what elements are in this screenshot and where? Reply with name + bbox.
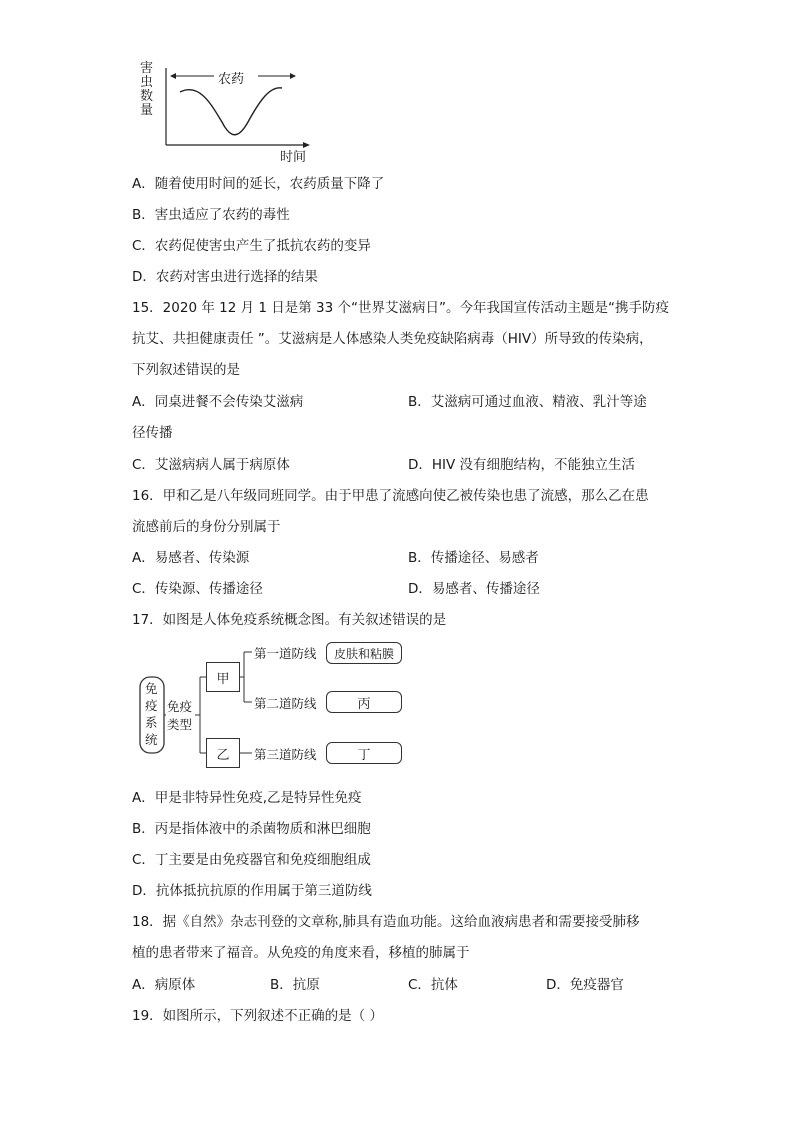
- q16-stem-line2: 流感前后的身份分别属于: [132, 519, 281, 535]
- q18-option-b: B．抗原: [270, 977, 320, 993]
- q17-option-b: B．丙是指体液中的杀菌物质和淋巴细胞: [132, 821, 371, 837]
- pesticide-label: 农药: [218, 72, 245, 87]
- third-defense-label: 第三道防线: [254, 747, 317, 762]
- q16-stem-line1: 16．甲和乙是八年级同班同学。由于甲患了流感向使乙被传染也患了流感，那么乙在患: [132, 488, 649, 504]
- q15-option-d: D．HIV 没有细胞结构，不能独立生活: [408, 457, 636, 473]
- q18-option-d: D．免疫器官: [546, 977, 624, 993]
- pest-population-figure: [138, 60, 318, 165]
- y-label-char: 数: [140, 89, 154, 104]
- yi-box: 乙: [206, 738, 240, 768]
- skin-mucosa-box: 皮肤和粘膜: [326, 642, 402, 664]
- type-label-line: 免疫: [167, 699, 193, 714]
- root-char: 疫: [145, 698, 158, 713]
- root-char: 免: [145, 681, 158, 696]
- q17-stem: 17．如图是人体免疫系统概念图。有关叙述错误的是: [132, 612, 447, 628]
- immune-type-label: [167, 698, 192, 734]
- jia-box: 甲: [206, 662, 240, 692]
- root-char: 系: [145, 715, 158, 730]
- pest-curve: [180, 88, 282, 135]
- q14-option-c: C．农药促使害虫产生了抵抗农药的变异: [132, 238, 371, 254]
- immune-system-diagram: [138, 640, 408, 775]
- q17-option-a: A．甲是非特异性免疫,乙是特异性免疫: [132, 790, 362, 806]
- first-defense-label: 第一道防线: [254, 646, 317, 661]
- y-label-char: 害: [140, 61, 154, 76]
- q16-option-a: A．易感者、传染源: [132, 550, 250, 566]
- q18-option-a: A．病原体: [132, 977, 196, 993]
- q17-option-d: D．抗体抵抗抗原的作用属于第三道防线: [132, 883, 372, 899]
- bing-box: 丙: [326, 691, 402, 713]
- q19-stem: 19．如图所示，下列叙述不正确的是（ ）: [132, 1008, 383, 1024]
- q15-option-b: B．艾滋病可通过血液、精液、乳汁等途: [408, 394, 647, 410]
- q15-option-a: A．同桌进餐不会传染艾滋病: [132, 394, 304, 410]
- q18-stem-line2: 植的患者带来了福音。从免疫的角度来看，移植的肺属于: [132, 945, 470, 961]
- q14-option-b: B．害虫适应了农药的毒性: [132, 207, 290, 223]
- root-char: 统: [145, 732, 158, 747]
- root-label: [145, 680, 159, 748]
- q15-stem-line1: 15．2020 年 12 月 1 日是第 33 个“世界艾滋病日”。今年我国宣传活动主题是“携手防疫: [132, 300, 669, 316]
- q15-option-b-cont: 径传播: [132, 425, 173, 441]
- q16-option-c: C．传染源、传播途径: [132, 581, 263, 597]
- q16-option-d: D．易感者、传播途径: [408, 581, 540, 597]
- type-label-line: 类型: [167, 717, 193, 732]
- q17-option-c: C．丁主要是由免疫器官和免疫细胞组成: [132, 852, 371, 868]
- x-axis-label: 时间: [280, 150, 307, 165]
- q16-option-b: B．传播途径、易感者: [408, 550, 539, 566]
- y-label-char: 量: [140, 103, 154, 118]
- q15-stem-line2: 抗艾、共担健康责任 ”。艾滋病是人体感染人类免疫缺陷病毒（HIV）所导致的传染病，: [132, 331, 653, 347]
- q18-stem-line1: 18．据《自然》杂志刊登的文章称,肺具有造血功能。这给血液病患者和需要接受肺移: [132, 914, 640, 930]
- ding-box: 丁: [326, 742, 402, 764]
- q14-option-d: D．农药对害虫进行选择的结果: [132, 269, 318, 285]
- q15-stem-line3: 下列叙述错误的是: [132, 362, 240, 378]
- second-defense-label: 第二道防线: [254, 696, 317, 711]
- y-label-char: 虫: [140, 75, 154, 90]
- q18-option-c: C．抗体: [408, 977, 458, 993]
- q14-option-a: A．随着使用时间的延长，农药质量下降了: [132, 176, 385, 192]
- q15-option-c: C．艾滋病病人属于病原体: [132, 457, 290, 473]
